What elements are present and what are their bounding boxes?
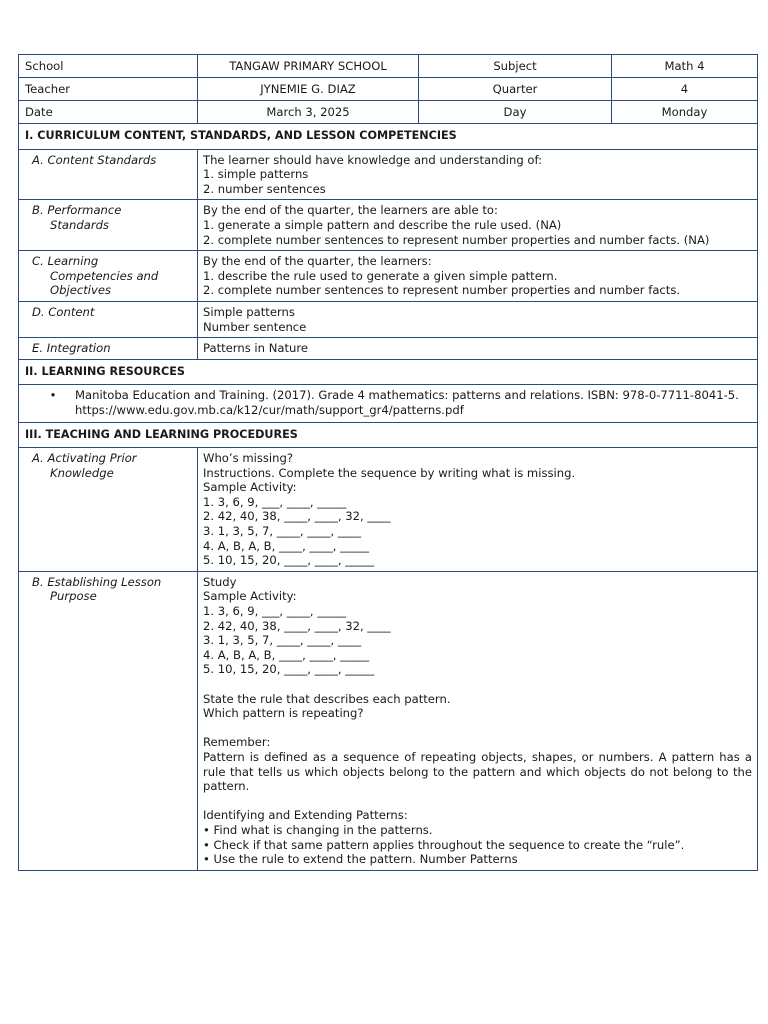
spacer [203, 677, 752, 692]
prior-knowledge-text [198, 448, 758, 572]
text-line: 5. 10, 15, 20, ____, ____, _____ [203, 553, 375, 568]
header-row-school [19, 55, 758, 78]
performance-standards-row [19, 200, 758, 251]
text-line: By the end of the quarter, the learners: [203, 254, 432, 269]
text-line: • Use the rule to extend the pattern. Number Patterns [203, 852, 518, 867]
teacher-value: JYNEMIE G. DIAZ [198, 78, 419, 101]
label-line: C. Learning [32, 254, 99, 269]
text-line: 3. 1, 3, 5, 7, ____, ____, ____ [203, 524, 362, 539]
quarter-label: Quarter [419, 78, 612, 101]
resources-row [19, 385, 758, 422]
header-row-date [19, 101, 758, 124]
text-line: 1. 3, 6, 9, ___, ____, _____ [203, 494, 347, 509]
text-line: 5. 10, 15, 20, ____, ____, _____ [203, 662, 375, 677]
label-line: Knowledge [50, 465, 114, 480]
remember-title: Remember: [203, 735, 271, 750]
text-line: 1. describe the rule used to generate a given simple pattern. [203, 268, 558, 283]
section-3-heading [19, 422, 758, 448]
text-line: 2. complete number sentences to represent number properties and number facts. (NA) [203, 232, 710, 247]
content-standards-row [19, 149, 758, 200]
label-line: Purpose [50, 589, 97, 604]
date-label: Date [19, 101, 198, 124]
competencies-text [198, 251, 758, 302]
header-row-teacher [19, 78, 758, 101]
day-label: Day [419, 101, 612, 124]
content-text [198, 301, 758, 337]
label-line: Standards [50, 217, 109, 232]
text-line: • Check if that same pattern applies throughout the sequence to create the “rule”. [203, 837, 685, 852]
spacer [203, 794, 752, 809]
remember-text: Pattern is defined as a sequence of repeating objects, shapes, or numbers. A pattern has a rule that tells us which objects belong to the pattern and which objects do not belong to the pattern. [203, 749, 752, 794]
label-line: Objectives [50, 283, 112, 298]
lesson-purpose-text [198, 571, 758, 870]
text-line: 2. complete number sentences to represent number properties and number facts. [203, 283, 681, 298]
lesson-purpose-label [19, 571, 198, 870]
day-value: Monday [612, 101, 758, 124]
competencies-row [19, 251, 758, 302]
prior-knowledge-row [19, 448, 758, 572]
text-line: Instructions. Complete the sequence by writing what is missing. [203, 465, 576, 480]
subject-value: Math 4 [612, 55, 758, 78]
text-line: Who’s missing? [203, 451, 293, 466]
date-value: March 3, 2025 [198, 101, 419, 124]
section-2-title: II. LEARNING RESOURCES [19, 359, 758, 385]
text-line: Which pattern is repeating? [203, 706, 364, 721]
school-value: TANGAW PRIMARY SCHOOL [198, 55, 419, 78]
text-line: 3. 1, 3, 5, 7, ____, ____, ____ [203, 633, 362, 648]
label-line: B. Performance [32, 203, 122, 218]
resource-item [25, 388, 751, 417]
label-line: B. Establishing Lesson [32, 574, 162, 589]
text-line: 2. 42, 40, 38, ____, ____, 32, ____ [203, 509, 391, 524]
section-3-title: III. TEACHING AND LEARNING PROCEDURES [19, 422, 758, 448]
text-line: 1. generate a simple pattern and describe the rule used. (NA) [203, 217, 562, 232]
text-line: 2. number sentences [203, 181, 326, 196]
resources-cell [19, 385, 758, 422]
section-2-heading [19, 359, 758, 385]
integration-label: E. Integration [19, 338, 198, 360]
integration-text: Patterns in Nature [198, 338, 758, 360]
subject-label: Subject [419, 55, 612, 78]
text-line: Sample Activity: [203, 480, 297, 495]
text-line: Number sentence [203, 319, 307, 334]
school-label: School [19, 55, 198, 78]
bullet-icon: • [49, 388, 57, 403]
quarter-value: 4 [612, 78, 758, 101]
content-label: D. Content [19, 301, 198, 337]
text-line: Sample Activity: [203, 589, 297, 604]
section-1-title: I. CURRICULUM CONTENT, STANDARDS, AND LESSON COMPETENCIES [19, 124, 758, 150]
lesson-purpose-row [19, 571, 758, 870]
content-row [19, 301, 758, 337]
integration-row [19, 338, 758, 360]
content-standards-text [198, 149, 758, 200]
text-line: 2. 42, 40, 38, ____, ____, 32, ____ [203, 618, 391, 633]
text-line: The learner should have knowledge and understanding of: [203, 152, 543, 167]
content-standards-label: A. Content Standards [19, 149, 198, 200]
text-line: 1. simple patterns [203, 167, 309, 182]
text-line: By the end of the quarter, the learners are able to: [203, 203, 498, 218]
performance-standards-text [198, 200, 758, 251]
competencies-label [19, 251, 198, 302]
teacher-label: Teacher [19, 78, 198, 101]
text-line: 4. A, B, A, B, ____, ____, _____ [203, 647, 370, 662]
text-line: State the rule that describes each pattern. [203, 691, 451, 706]
lesson-plan-document [18, 54, 757, 871]
label-line: Competencies and [50, 268, 159, 283]
text-line: Simple patterns [203, 304, 295, 319]
label-line: A. Activating Prior [32, 451, 137, 466]
identify-title: Identifying and Extending Patterns: [203, 808, 408, 823]
text-line: • Find what is changing in the patterns. [203, 822, 433, 837]
text-line: Study [203, 574, 237, 589]
text-line: 1. 3, 6, 9, ___, ____, _____ [203, 604, 347, 619]
prior-knowledge-label [19, 448, 198, 572]
spacer [203, 721, 752, 736]
performance-standards-label [19, 200, 198, 251]
lesson-plan-table [18, 54, 758, 871]
resource-text: Manitoba Education and Training. (2017). Grade 4 mathematics: patterns and relations. ISBN: 978-0-7711-8041-5. https://www.edu.gov.mb.ca/k12/cur/math/support_gr4/patterns.pdf [75, 388, 739, 417]
section-1-heading [19, 124, 758, 150]
text-line: 4. A, B, A, B, ____, ____, _____ [203, 538, 370, 553]
